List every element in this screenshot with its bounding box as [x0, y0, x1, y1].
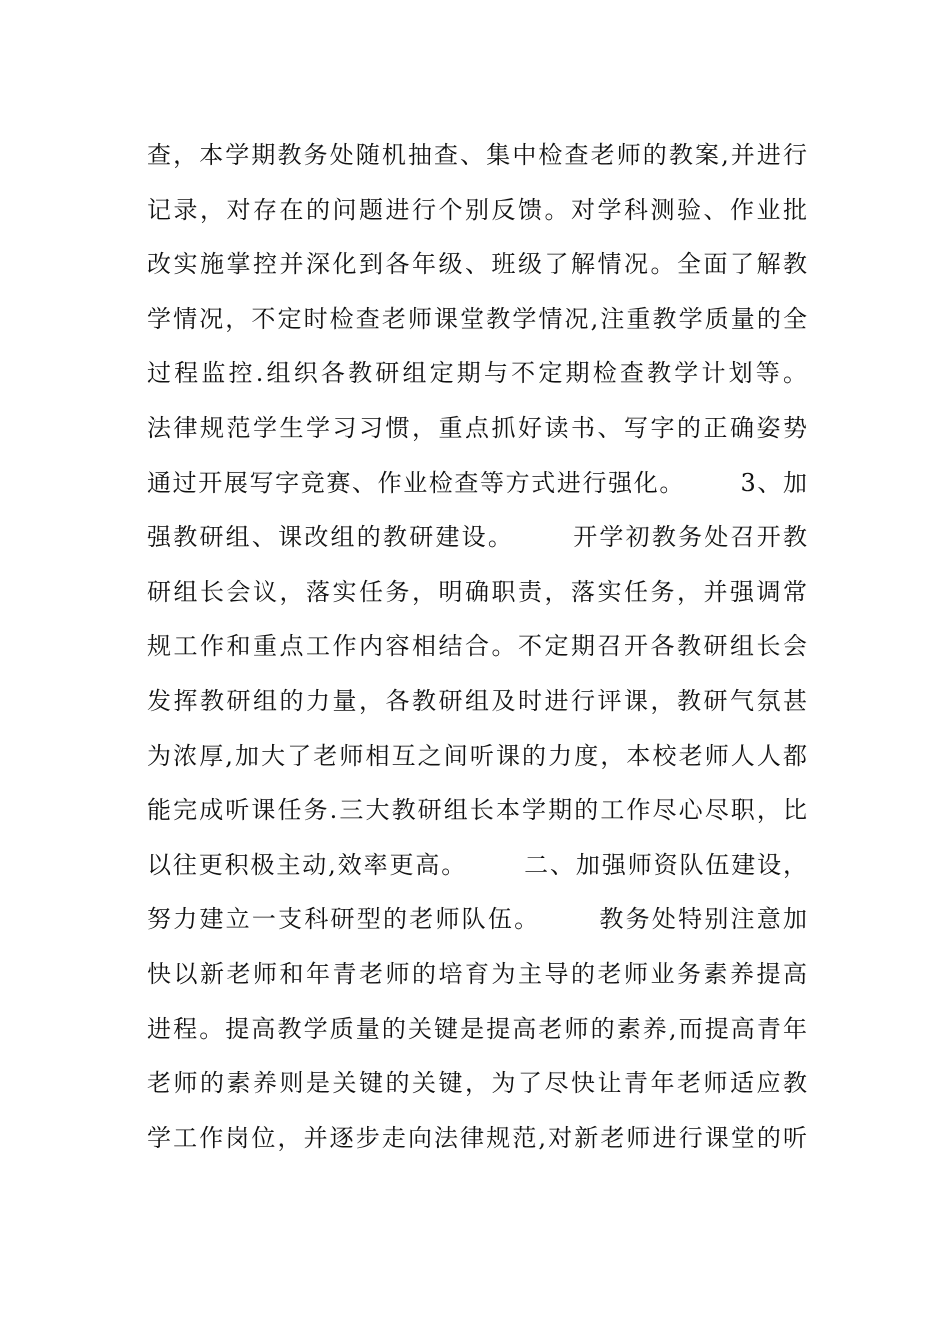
text-line: 通过开展写字竞赛、作业检查等方式进行强化。 3、加 — [147, 468, 807, 497]
body-text — [147, 128, 807, 1165]
text-line: 研组长会议，落实任务，明确职责，落实任务，并强调常 — [147, 577, 807, 606]
text-line: 进程。提高教学质量的关键是提高老师的素养,而提高青年 — [147, 1014, 807, 1043]
text-line: 强教研组、课改组的教研建设。 开学初教务处召开教 — [147, 523, 807, 552]
text-line: 查，本学期教务处随机抽查、集中检查老师的教案,并进行 — [147, 141, 807, 169]
text-line: 老师的素养则是关键的关键，为了尽快让青年老师适应教 — [147, 1069, 807, 1098]
text-line: 努力建立一支科研型的老师队伍。 教务处特别注意加 — [147, 905, 807, 934]
text-line: 发挥教研组的力量，各教研组及时进行评课，教研气氛甚 — [147, 686, 807, 715]
text-line: 以往更积极主动,效率更高。 二、加强师资队伍建设， — [147, 850, 807, 879]
text-line: 快以新老师和年青老师的培育为主导的老师业务素养提高 — [147, 959, 807, 988]
text-line: 学情况，不定时检查老师课堂教学情况,注重教学质量的全 — [147, 304, 807, 333]
text-line: 规工作和重点工作内容相结合。不定期召开各教研组长会 — [147, 632, 807, 661]
text-line: 法律规范学生学习习惯，重点抓好读书、写字的正确姿势 — [147, 413, 807, 442]
text-line: 改实施掌控并深化到各年级、班级了解情况。全面了解教 — [147, 250, 807, 279]
text-line: 记录，对存在的问题进行个别反馈。对学科测验、作业批 — [147, 195, 807, 224]
text-line: 能完成听课任务.三大教研组长本学期的工作尽心尽职，比 — [147, 796, 807, 825]
text-line: 过程监控.组织各教研组定期与不定期检查教学计划等。 — [147, 359, 807, 388]
text-line: 为浓厚,加大了老师相互之间听课的力度，本校老师人人都 — [147, 741, 807, 770]
text-line: 学工作岗位，并逐步走向法律规范,对新老师进行课堂的听 — [147, 1123, 807, 1152]
